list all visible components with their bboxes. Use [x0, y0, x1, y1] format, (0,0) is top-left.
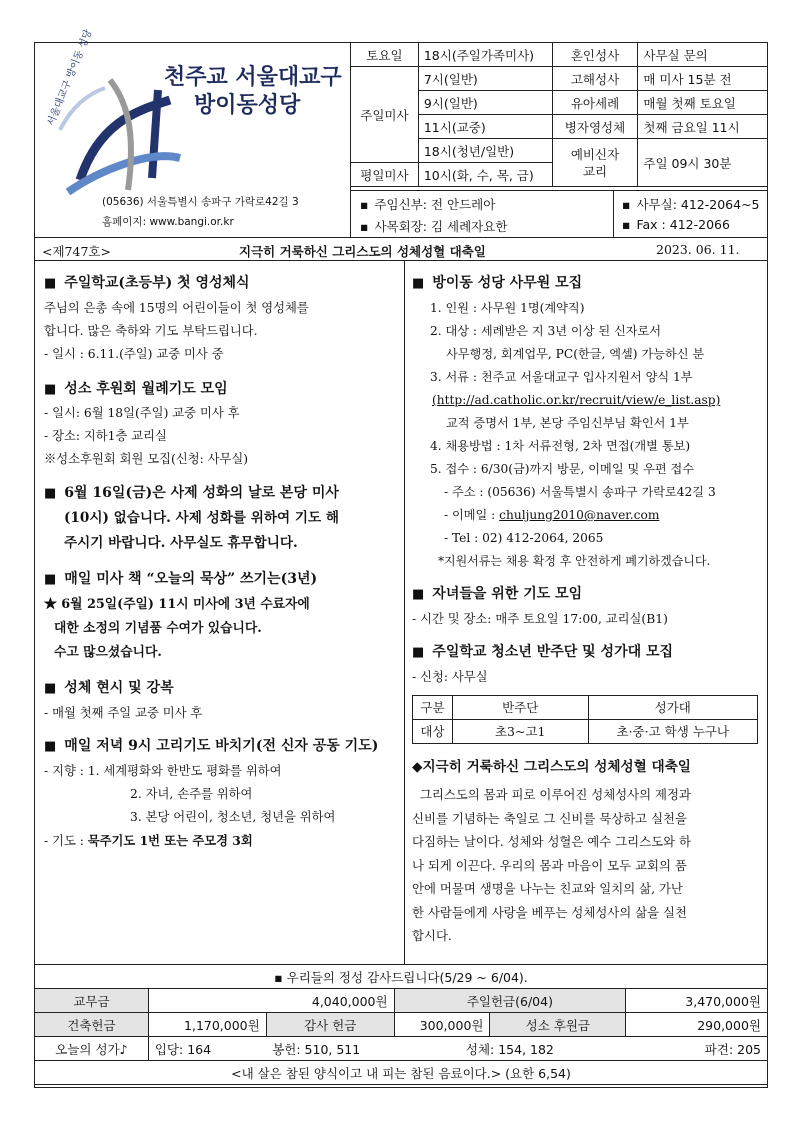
text-line: - 시간 및 장소: 매주 토요일 17:00, 교리실(B1) — [412, 612, 668, 626]
section-meditation-body — [44, 593, 400, 665]
contact-col — [613, 191, 760, 238]
hymn-label: 오늘의 성가♪ — [35, 1037, 149, 1061]
recruit-link[interactable]: (http://ad.catholic.or.kr/recruit/view/e_list.asp) — [432, 393, 721, 407]
text-line: ■ 6월 16일(금)은 사제 성화의 날로 본당 미사 — [44, 481, 400, 506]
text-line: 그리스도의 몸과 피로 이루어진 성체성사의 제정과 — [412, 787, 691, 802]
homepage: 홈페이지: www.bangi.or.kr — [102, 216, 234, 228]
issue-title-bar — [34, 237, 768, 261]
text-line: 주시기 바랍니다. 사무실도 휴무합니다. — [64, 535, 298, 551]
section-choir-title: ■ 주일학교 청소년 반주단 및 성가대 모집 — [412, 641, 764, 664]
email-link[interactable]: chuljung2010@naver.com — [499, 508, 660, 522]
table-cell: 초3~고1 — [452, 720, 588, 744]
section-recruit-title: ■ 방이동 성당 사무원 모집 — [412, 272, 764, 295]
sacrament-name: 병자영성체 — [552, 115, 638, 139]
section-vocation-prayer-title: ■ 성소 후원회 월례기도 모임 — [44, 378, 400, 401]
text-line: - 일시: 6월 18일(주일) 교중 미사 후 — [44, 406, 240, 420]
left-column — [44, 272, 400, 853]
text-line: 한 사람들에게 사랑을 베푸는 성체성사의 삶을 실천 — [412, 904, 687, 920]
text-line: 2. 자녀, 손주를 위하여 — [130, 787, 253, 801]
vocation-value: 290,000원 — [626, 1013, 768, 1037]
text-line: 1. 인원 : 사무원 1명(계약직) — [430, 301, 585, 315]
offerings-table — [34, 964, 768, 1085]
thanks-value: 300,000원 — [394, 1013, 490, 1037]
text-line: 4. 채용방법 : 1차 서류전형, 2차 면접(개별 통보) — [430, 439, 691, 453]
text-line: - 매월 첫째 주일 교중 미사 후 — [44, 706, 203, 720]
office-phone: ▪ 사무실: 412-2064~5 — [622, 195, 760, 213]
text-line: 5. 접수 : 6/30(금)까지 방문, 이메일 및 우편 접수 — [430, 462, 695, 476]
sacrament-name: 혼인성사 — [552, 43, 638, 67]
text-line: *지원서류는 채용 확정 후 안전하게 폐기하겠습니다. — [438, 554, 711, 568]
parish-name-line1: 천주교 서울대교구 — [164, 65, 342, 90]
sacrament-time: 첫째 금요일 11시 — [638, 115, 768, 139]
thanks-label: 감사 헌금 — [266, 1013, 394, 1037]
hymn-entrance: 입당: 164 — [148, 1037, 266, 1061]
fax: ▪ Fax : 412-2066 — [622, 217, 730, 232]
gyomu-label: 교무금 — [35, 989, 149, 1013]
contact-info — [350, 190, 768, 238]
hymn-recessional: 파견: 205 — [626, 1037, 768, 1061]
logo-area — [34, 28, 351, 237]
section-meditation-book-title: ■ 매일 미사 책 “오늘의 묵상” 쓰기는(3년) — [44, 568, 400, 591]
text-line: 3. 본당 어린이, 청소년, 청년을 위하여 — [130, 810, 336, 824]
text-line: 3. 서류 : 천주교 서울대교구 입사지원서 양식 1부 — [430, 370, 693, 384]
footer-quote: <내 살은 참된 양식이고 내 피는 참된 음료이다.> (요한 6,54) — [35, 1061, 768, 1085]
offerings-heading: ▪ 우리들의 정성 감사드립니다(5/29 ~ 6/04). — [35, 965, 768, 989]
sunday-mass: 9시(일반) — [418, 91, 552, 115]
address: (05636) 서울특별시 송파구 가락로42길 3 — [102, 196, 299, 208]
council-president: ▪ 사목회장: 김 세례자요한 — [360, 217, 507, 235]
building-value: 1,170,000원 — [148, 1013, 266, 1037]
sacrament-name: 고해성사 — [552, 67, 638, 91]
text-line: - Tel : 02) 412-2064, 2065 — [444, 531, 604, 545]
issue-title: 지극히 거룩하신 그리스도의 성체성혈 대축일 — [239, 244, 486, 259]
section-adoration-title: ■ 성체 현시 및 강복 — [44, 677, 400, 700]
saturday-mass: 18시(주일가족미사) — [418, 43, 552, 67]
section-children-prayer-title: ■ 자녀들을 위한 기도 모임 — [412, 583, 764, 606]
table-cell: 성가대 — [588, 696, 757, 720]
text-line — [430, 504, 764, 527]
text-line: 2. 대상 : 세례받은 지 3년 이상 된 신자로서 — [430, 324, 662, 338]
text-line: 주님의 은총 속에 15명의 어린이들이 첫 영성체를 — [44, 301, 309, 315]
text-prefix: - 기도 : — [44, 834, 88, 848]
text-line: 안에 머물며 생명을 나누는 친교와 일치의 삶, 가난 — [412, 881, 683, 896]
parish-name-line2: 방이동성당 — [194, 93, 301, 118]
choir-table — [412, 695, 758, 744]
catechumen-label-line2: 교리 — [582, 163, 608, 179]
sacrament-time: 매월 첫째 토요일 — [638, 91, 768, 115]
issue-date: 2023. 06. 11. — [656, 242, 740, 257]
sunday-label: 주일미사 — [351, 67, 419, 163]
table-cell: 대상 — [413, 720, 453, 744]
text-line — [44, 829, 400, 853]
table-cell: 구분 — [413, 696, 453, 720]
hymn-communion: 성체: 154, 182 — [394, 1037, 626, 1061]
text-line: 다짐하는 날이다. 성체와 성혈은 예수 그리스도와 하 — [412, 834, 691, 849]
recruit-body — [412, 297, 764, 573]
text-line: 신비를 기념하는 축일로 그 신비를 묵상하고 실천을 — [412, 810, 687, 826]
text-line: 나 되게 이끈다. 우리의 몸과 마음이 모두 교회의 품 — [412, 857, 687, 873]
text-line: 교적 증명서 1부, 본당 주임신부님 확인서 1부 — [446, 416, 689, 430]
feast-title: ◆지극히 거룩하신 그리스도의 성체성혈 대축일 — [412, 759, 691, 775]
text-line: 합니다. 많은 축하와 기도 부탁드립니다. — [44, 324, 258, 338]
sunday-offering-label: 주일헌금(6/04) — [394, 989, 626, 1013]
issue-number: <제747호> — [42, 244, 111, 259]
hymn-offertory: 봉헌: 510, 511 — [266, 1037, 394, 1061]
section-first-communion-title: ■ 주일학교(초등부) 첫 영성체식 — [44, 272, 400, 295]
vocation-label: 성소 후원금 — [490, 1013, 626, 1037]
text-line: - 장소: 지하1층 교리실 — [44, 429, 167, 443]
catechumen-label — [552, 139, 638, 187]
gyomu-value: 4,040,000원 — [148, 989, 394, 1013]
text-line: (10시) 없습니다. 사제 성화를 위하여 기도 해 — [64, 510, 340, 526]
saturday-label: 토요일 — [351, 43, 419, 67]
table-cell: 반주단 — [452, 696, 588, 720]
text-line: 수고 많으셨습니다. — [54, 645, 162, 660]
weekday-mass: 10시(화, 수, 목, 금) — [418, 163, 552, 187]
text-line: 사무행정, 회계업무, PC(한글, 엑셀) 가능하신 분 — [446, 347, 705, 361]
catechumen-time: 주일 09시 30분 — [638, 139, 768, 187]
text-line: 대한 소정의 기념품 수여가 있습니다. — [54, 621, 262, 636]
text-line: 합시다. — [412, 928, 452, 943]
table-cell: 초·중·고 학생 누구나 — [588, 720, 757, 744]
right-column — [412, 272, 764, 948]
section-evening-prayer-title: ■ 매일 저녁 9시 고리기도 바치기(전 신자 공동 기도) — [44, 735, 400, 758]
column-divider — [404, 261, 405, 964]
feast-body — [412, 783, 764, 948]
building-label: 건축헌금 — [35, 1013, 149, 1037]
mass-schedule-table — [350, 42, 768, 187]
text-line: - 신청: 사무실 — [412, 670, 488, 684]
text-line: - 주소 : (05636) 서울특별시 송파구 가락로42길 3 — [444, 485, 716, 499]
sunday-mass: 11시(교중) — [418, 115, 552, 139]
pastor: ▪ 주임신부: 전 안드레아 — [360, 195, 495, 213]
sunday-offering-value: 3,470,000원 — [626, 989, 768, 1013]
logo-circle-text: 서울대교구 방이동 성당 — [45, 28, 95, 128]
sacrament-name: 유아세례 — [552, 91, 638, 115]
weekday-label: 평일미사 — [351, 163, 419, 187]
text-line: ★ 6월 25일(주일) 11시 미사에 3년 수료자에 — [44, 597, 310, 612]
catechumen-label-line1: 예비신자 — [570, 146, 620, 162]
text-bold: 묵주기도 1번 또는 주모경 3회 — [87, 833, 253, 848]
text-prefix: - 이메일 : — [444, 508, 500, 522]
section-priest-day — [44, 481, 400, 556]
text-line: - 지향 : 1. 세계평화와 한반도 평화를 위하여 — [44, 764, 282, 778]
sacrament-time: 매 미사 15분 전 — [638, 67, 768, 91]
text-line: - 일시 : 6.11.(주일) 교중 미사 중 — [44, 347, 224, 361]
sunday-mass: 18시(청년/일반) — [418, 139, 552, 163]
sunday-mass: 7시(일반) — [418, 67, 552, 91]
sacrament-time: 사무실 문의 — [638, 43, 768, 67]
text-line: ※성소후원회 회원 모집(신청: 사무실) — [44, 452, 249, 466]
